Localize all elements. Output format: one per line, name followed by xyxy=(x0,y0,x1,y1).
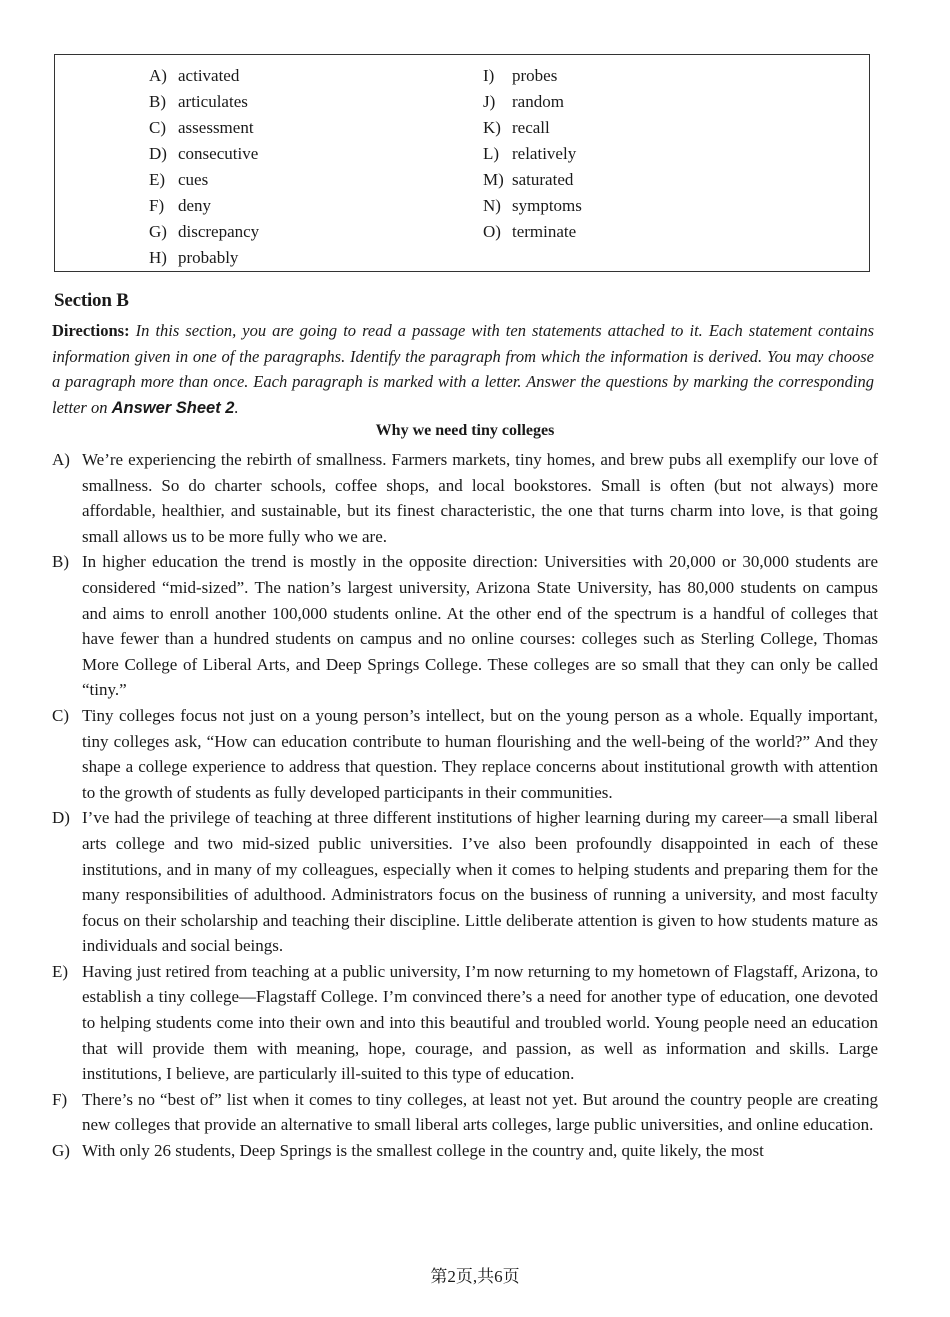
paragraph-text: With only 26 students, Deep Springs is the smallest college in the country and, quite likely, the most xyxy=(82,1141,764,1161)
word-option: K) recall xyxy=(483,118,550,137)
paragraph-c xyxy=(52,703,878,805)
paragraph-letter: E) xyxy=(52,961,69,981)
word-option: C) assessment xyxy=(149,118,254,137)
word-option: A) activated xyxy=(149,66,240,85)
word-option: D) consecutive xyxy=(149,144,259,163)
paragraph-f xyxy=(52,1087,878,1138)
word-bank-right-column xyxy=(483,63,582,245)
paragraph-letter: F) xyxy=(52,1089,68,1109)
paragraph-letter: C) xyxy=(52,705,69,725)
paragraph-e xyxy=(52,959,878,1087)
word-option: J) random xyxy=(483,92,564,111)
directions-end: . xyxy=(234,397,239,417)
passage-paragraphs xyxy=(52,447,878,1164)
paragraph-g xyxy=(52,1138,878,1164)
word-option: E) cues xyxy=(149,170,209,189)
word-option: M) saturated xyxy=(483,170,574,189)
page-number-footer: 第2页,共6页 xyxy=(430,1267,520,1286)
word-bank-box xyxy=(54,54,870,272)
paragraph-b xyxy=(52,549,878,703)
paragraph-d xyxy=(52,805,878,959)
paragraph-letter: B) xyxy=(52,552,69,572)
directions-body: In this section, you are going to read a passage with ten statements attached to it. Each statement contains information given in one of the paragraphs. Identify the paragraph from which the information is derived. You may choose a paragraph more than once. Each paragraph is marked with a letter. Answer the questions by marking the corresponding letter on xyxy=(52,321,874,417)
word-bank-left-column xyxy=(149,63,259,271)
word-option: I) probes xyxy=(483,66,558,85)
paragraph-letter: A) xyxy=(52,450,70,469)
paragraph-text: We’re experiencing the rebirth of smallness. Farmers markets, tiny homes, and brew pubs all exemplify our love of smallness. So do charter schools, coffee shops, and local bookstores. Small is often (but not always) more affordable, healthier, and sustainable, but its finest characteristic, the one that turns charm into love, is that going small allows us to be more fully who we are. xyxy=(82,450,878,546)
word-option: F) deny xyxy=(149,196,212,215)
directions-label: Directions: xyxy=(52,321,130,340)
directions-text xyxy=(52,318,874,421)
word-option: B) articulates xyxy=(149,92,248,111)
paragraph-letter: D) xyxy=(52,808,70,828)
paragraph-text: There’s no “best of” list when it comes to tiny colleges, at least not yet. But around the country people are creating new colleges that provide an alternative to small liberal arts colleges, large public universities, and online education. xyxy=(82,1089,878,1135)
paragraph-letter: G) xyxy=(52,1141,70,1161)
paragraph-a xyxy=(52,447,878,549)
paragraph-text: Having just retired from teaching at a public university, I’m now returning to my hometown of Flagstaff, Arizona, to establish a tiny college—Flagstaff College. I’m convinced there’s a need for another type of education, one devoted to helping students come into their own and into this beautiful and troubled world. Young people need an education that will provide them with meaning, hope, courage, and passion, as well as information and skills. Large institutions, I believe, are particularly ill-suited to this type of education. xyxy=(82,961,878,1084)
paragraph-text: In higher education the trend is mostly in the opposite direction: Universities with 20,000 or 30,000 students are considered “mid-sized”. The nation’s largest university, Arizona State University, has 80,000 students on campus and aims to enroll another 100,000 students online. At the other end of the spectrum is a handful of colleges that have fewer than a hundred students on campus and no online courses: colleges such as Sterling College, Thomas More College of Liberal Arts, and Deep Springs College. These colleges are so small that they can only be called “tiny.” xyxy=(82,552,878,700)
word-option: G) discrepancy xyxy=(149,222,260,241)
passage-title: Why we need tiny colleges xyxy=(375,422,555,439)
section-title: Section B xyxy=(54,290,129,311)
paragraph-text: I’ve had the privilege of teaching at three different institutions of higher learning during my career—a small liberal arts college and two mid-sized public universities. I’ve also been profoundly disappointed in each of these institutions, and in many of my colleagues, especially when it comes to helping students and preparing them for the many responsibilities of adulthood. Administrators focus on the business of running a university, and most faculty focus on their scholarship and teaching their discipline. Little deliberate attention is given to how students mature as individuals and social beings. xyxy=(82,808,878,956)
paragraph-text: Tiny colleges focus not just on a young person’s intellect, but on the young person as a whole. Equally important, tiny colleges ask, “How can education contribute to human flourishing and the well-being of the world?” And they shape a college experience to address that question. They replace concerns about institutional growth with attention to the growth of students as fully developed participants in their communities. xyxy=(82,705,878,802)
word-option: H) probably xyxy=(149,248,239,267)
answer-sheet-label: Answer Sheet 2 xyxy=(111,398,235,417)
word-option: O) terminate xyxy=(483,222,577,241)
word-option: L) relatively xyxy=(483,144,577,163)
word-option: N) symptoms xyxy=(483,196,582,215)
